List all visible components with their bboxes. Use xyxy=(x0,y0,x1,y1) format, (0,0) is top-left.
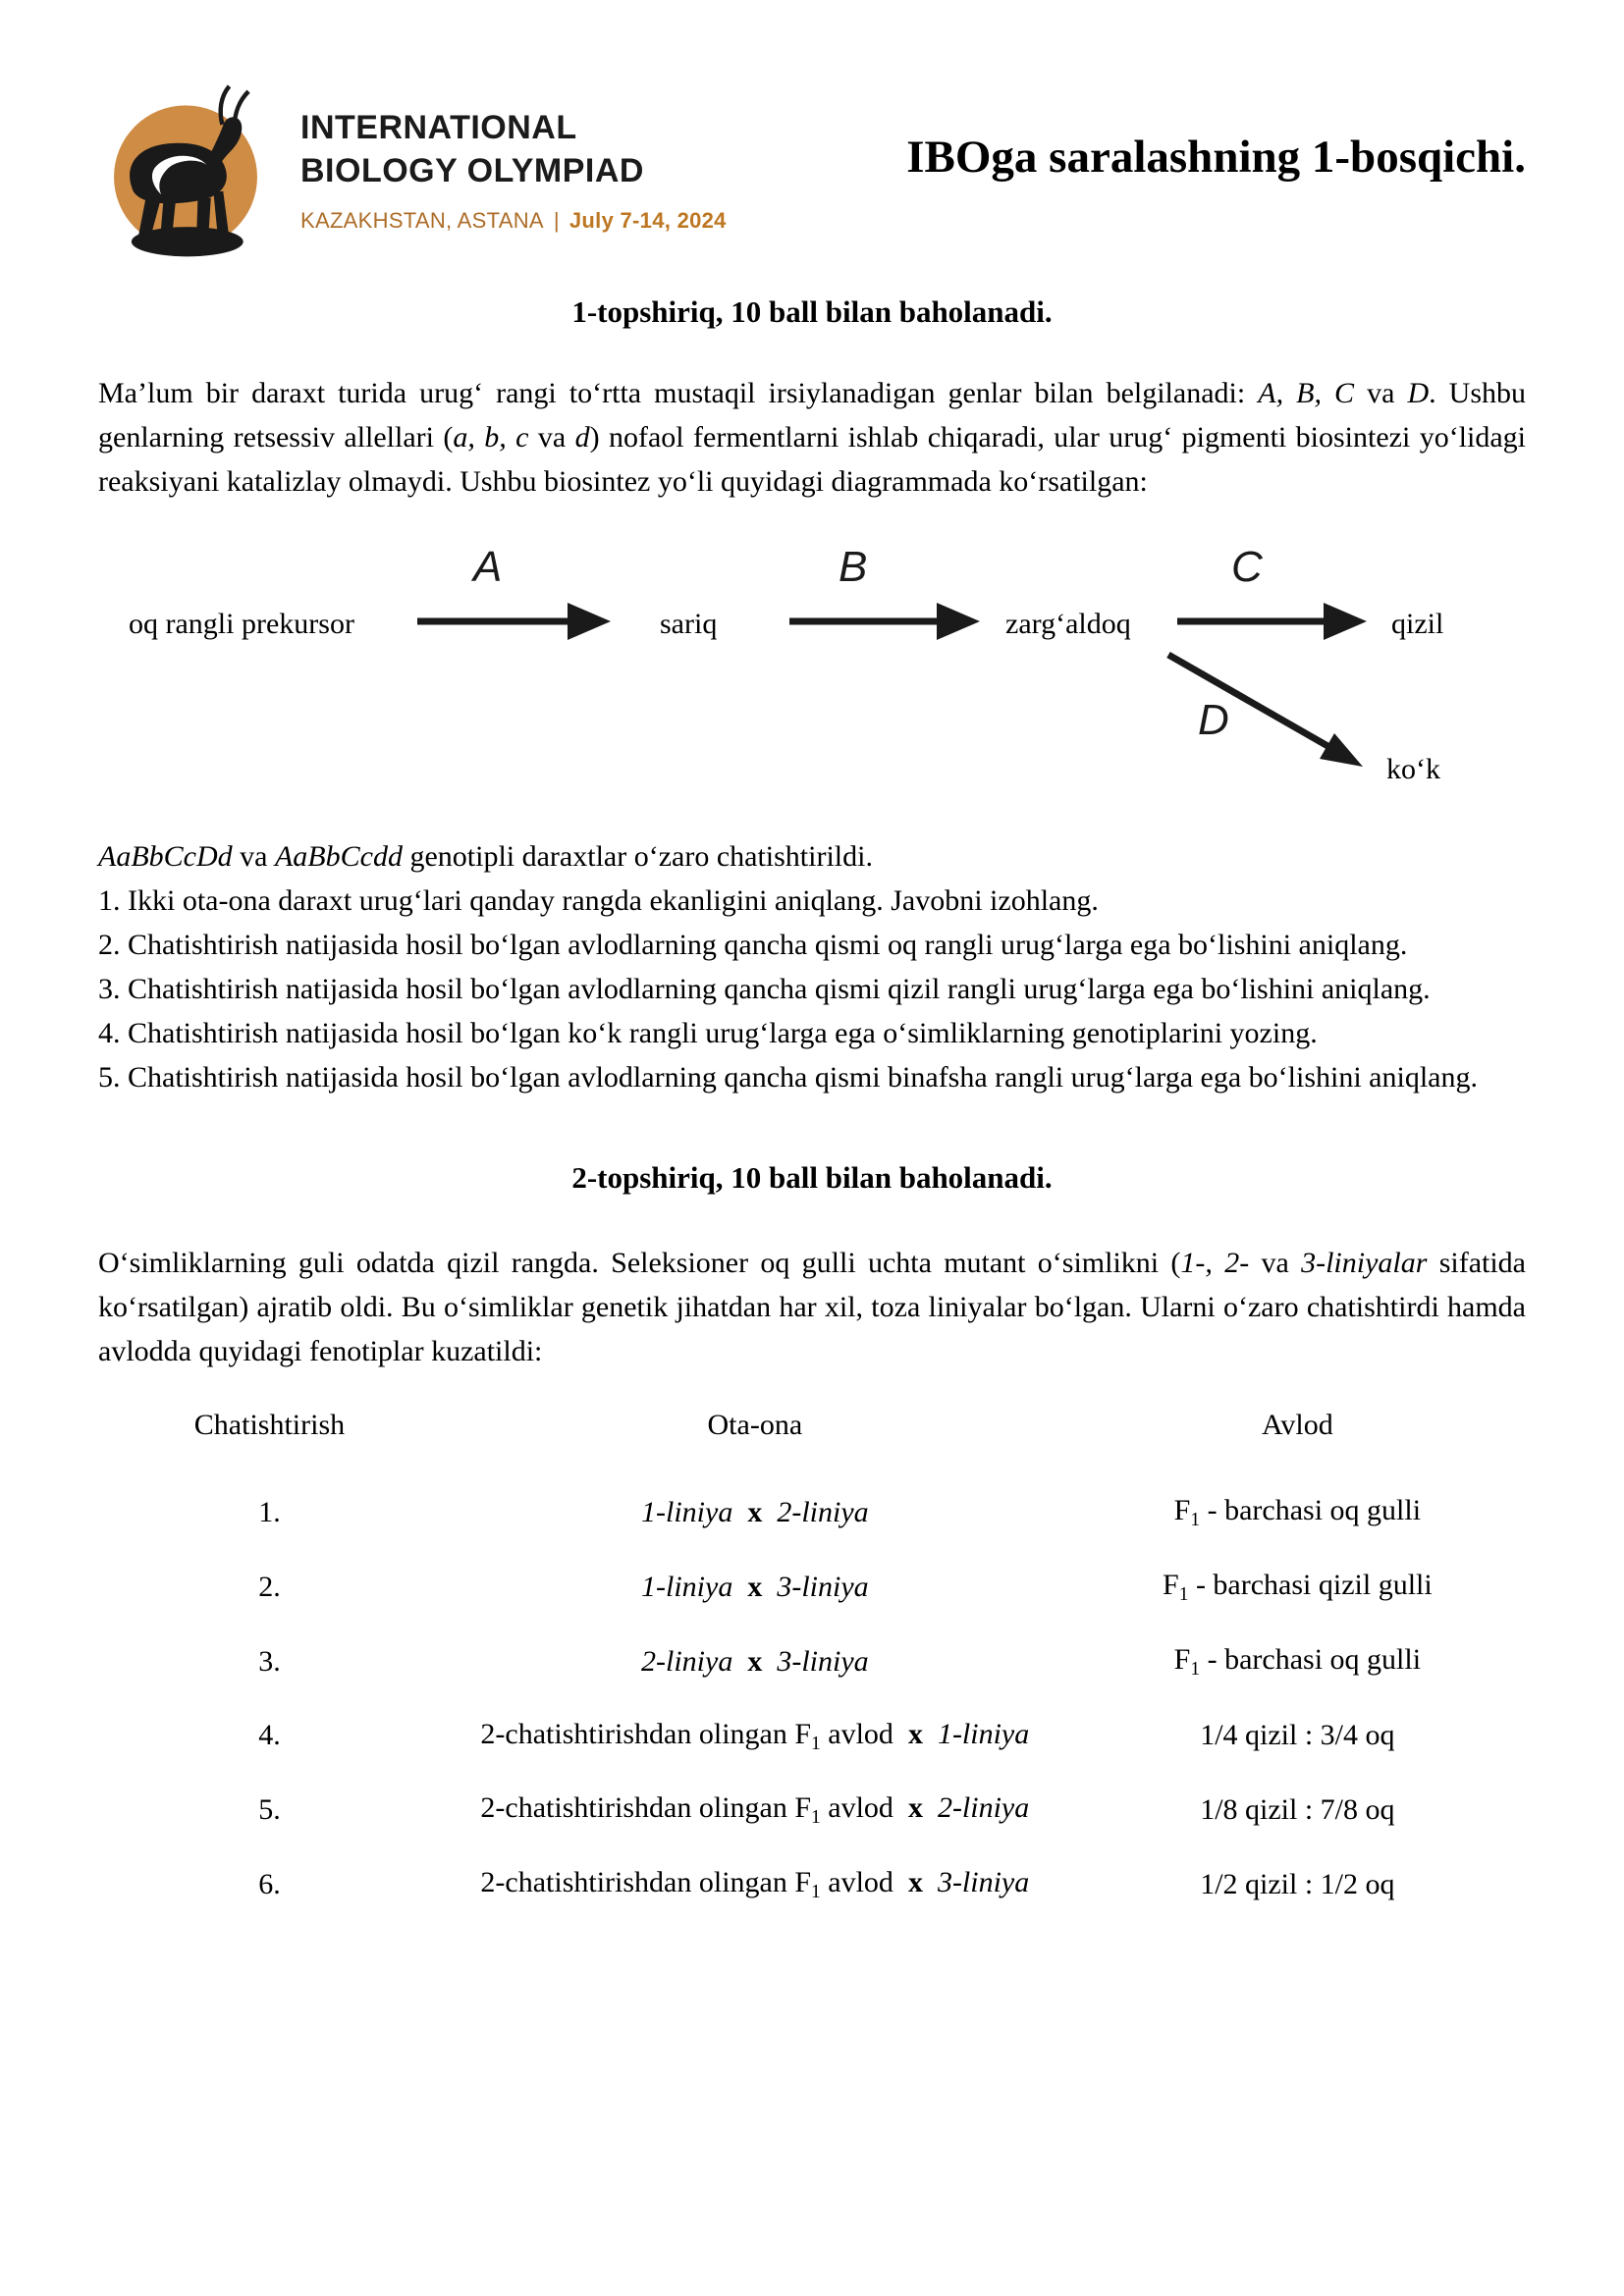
task2-intro-paragraph xyxy=(98,1241,1526,1373)
arrow-c-icon xyxy=(1177,603,1367,640)
diagram-arrows xyxy=(98,533,1526,813)
text-run: x xyxy=(907,1791,923,1825)
table-row xyxy=(98,1847,1526,1922)
event-location: KAZAKHSTAN, ASTANA xyxy=(300,208,544,233)
crosses-table xyxy=(98,1403,1526,1922)
text-run: 1 xyxy=(811,1807,821,1829)
diagram-node-orange: zarg‘aldoq xyxy=(1005,608,1131,640)
text-run: x xyxy=(907,1717,923,1750)
separator: | xyxy=(553,208,560,233)
diagram-enzyme-b: B xyxy=(839,543,868,591)
question-item-1: 1. Ikki ota-ona daraxt urug‘lari qanday rangda ekanligini aniqlang. Javobni izohlang. xyxy=(98,884,1099,917)
text-run: 1 xyxy=(1190,1658,1201,1680)
text-run: Ma’lum bir daraxt turida urug‘ rangi to‘rtta mustaqil irsiylanadigan genlar bilan belgilanadi: xyxy=(98,377,1259,409)
question-item-2: 2. Chatishtirish natijasida hosil bo‘lgan avlodlarning qancha qismi oq rangli urug‘larga ega bo‘lishini aniqlang. xyxy=(98,929,1408,961)
cross-number-cell: 3. xyxy=(258,1644,281,1678)
biosynthesis-diagram xyxy=(98,533,1526,813)
table-header-offspring: Avlod xyxy=(1261,1409,1333,1441)
text-run: avlod xyxy=(820,1717,893,1750)
table-row xyxy=(98,1625,1526,1699)
text-run: x xyxy=(747,1495,763,1528)
text-run: genotipli daraxtlar o‘zaro chatishtirildi. xyxy=(402,840,873,873)
diagram-enzyme-d: D xyxy=(1198,696,1229,744)
arrow-b-icon xyxy=(789,603,980,640)
text-run: 1 xyxy=(1190,1509,1201,1530)
text-run: sifatida ko‘rsatilgan) ajratib oldi. Bu o‘simliklar genetik jihatdan har xil, toza liniyalar bo‘lgan. Ularni o‘zaro chatishtirdi hamda avlodda quyidagi fenotiplar kuzatildi: xyxy=(98,1247,1526,1367)
offspring-cell xyxy=(1069,1625,1526,1699)
event-location-line xyxy=(300,208,727,234)
task1-intro-paragraph xyxy=(98,371,1526,504)
question-item-5: 5. Chatishtirish natijasida hosil bo‘lgan avlodlarning qancha qismi binafsha rangli urug‘larga ega bo‘lishini aniqlang. xyxy=(98,1061,1478,1094)
text-run: 1/4 qizil : 3/4 oq xyxy=(1200,1719,1395,1752)
text-run: 3-liniya xyxy=(777,1644,869,1678)
text-run: 1/2 qizil : 1/2 oq xyxy=(1200,1868,1395,1901)
offspring-cell xyxy=(1069,1773,1526,1847)
cross-description xyxy=(98,834,1526,879)
question-item-3: 3. Chatishtirish natijasida hosil bo‘lgan avlodlarning qancha qismi qizil rangli urug‘larga ega bo‘lishini aniqlang. xyxy=(98,973,1431,1005)
text-run: a, b, c xyxy=(453,421,529,454)
text-run: 2-liniya xyxy=(777,1495,869,1528)
text-run: va xyxy=(528,421,575,454)
text-run: F xyxy=(1163,1568,1179,1601)
offspring-cell xyxy=(1069,1699,1526,1774)
parents-cell xyxy=(441,1773,1069,1847)
document-header xyxy=(98,49,1526,265)
text-run: 2-liniya xyxy=(641,1644,733,1678)
parents-cell xyxy=(441,1550,1069,1625)
text-run: D xyxy=(1407,377,1430,409)
logo-text-block xyxy=(300,106,727,234)
offspring-cell xyxy=(1069,1475,1526,1550)
text-run: 3-liniya xyxy=(777,1570,869,1603)
text-run: AaBbCcDd xyxy=(98,840,233,873)
text-run: 3-liniya xyxy=(937,1866,1030,1899)
text-run xyxy=(762,1496,777,1528)
text-run: 1/8 qizil : 7/8 oq xyxy=(1200,1793,1395,1827)
text-run xyxy=(923,1791,938,1824)
text-run: - barchasi qizil gulli xyxy=(1188,1568,1433,1601)
task1-heading: 1-topshiriq, 10 ball bilan baholanadi. xyxy=(571,294,1053,329)
parents-cell xyxy=(441,1699,1069,1774)
offspring-cell xyxy=(1069,1550,1526,1625)
text-run: 2-chatishtirishdan olingan F xyxy=(480,1717,812,1750)
text-run: - barchasi oq gulli xyxy=(1200,1494,1422,1526)
cross-number-cell: 2. xyxy=(258,1570,281,1603)
table-header-parents: Ota-ona xyxy=(707,1409,803,1441)
text-run: d xyxy=(574,421,590,454)
text-run: 1-liniya xyxy=(937,1717,1030,1750)
table-row xyxy=(98,1773,1526,1847)
text-run xyxy=(762,1645,777,1678)
text-run: 1-liniya xyxy=(641,1570,733,1603)
text-run: F xyxy=(1173,1642,1191,1676)
text-run: avlod xyxy=(820,1791,893,1825)
table-header-cross-number: Chatishtirish xyxy=(193,1409,346,1441)
text-run: O‘simliklarning guli odatda qizil rangda. Seleksioner oq gulli uchta mutant o‘simlikni ( xyxy=(98,1247,1181,1279)
text-run xyxy=(732,1571,747,1603)
text-run: ) nofaol fermentlarni ishlab chiqaradi, ular urug‘ pigmenti biosintezi yo‘lidagi reaksiyani katalizlay olmaydi. Ushbu biosintez yo‘li quyidagi diagrammada ko‘rsatilgan: xyxy=(98,421,1527,498)
text-run: AaBbCcdd xyxy=(274,840,403,873)
parents-cell xyxy=(441,1475,1069,1550)
task2-heading: 2-topshiriq, 10 ball bilan baholanadi. xyxy=(571,1160,1053,1195)
diagram-enzyme-c: C xyxy=(1231,543,1263,591)
text-run xyxy=(732,1496,747,1528)
cross-number-cell: 4. xyxy=(258,1719,281,1752)
text-run: 1-, 2- xyxy=(1180,1247,1250,1279)
parents-cell xyxy=(441,1625,1069,1699)
document-title: IBOga saralashning 1-bosqichi. xyxy=(906,132,1526,183)
text-run: F xyxy=(1173,1494,1191,1526)
text-run xyxy=(893,1791,908,1824)
arrow-a-icon xyxy=(417,603,611,640)
table-header-row xyxy=(98,1403,1526,1475)
diagram-node-precursor: oq rangli prekursor xyxy=(129,608,354,640)
text-run: . Ushbu genlarning retsessiv allellari ( xyxy=(98,377,1526,454)
text-run: 1-liniya xyxy=(641,1495,733,1528)
saiga-antelope-icon xyxy=(98,79,273,265)
text-run: - barchasi oq gulli xyxy=(1200,1642,1422,1676)
text-run xyxy=(762,1571,777,1603)
text-run xyxy=(732,1645,747,1678)
table-row xyxy=(98,1550,1526,1625)
text-run: 3-liniyalar xyxy=(1301,1247,1428,1279)
text-run: 1 xyxy=(811,1882,821,1903)
org-name-line1: INTERNATIONAL xyxy=(300,109,577,146)
text-run: 2-chatishtirishdan olingan F xyxy=(480,1866,812,1899)
question-item-4: 4. Chatishtirish natijasida hosil bo‘lgan ko‘k rangli urug‘larga ega o‘simliklarning genotiplarini yozing. xyxy=(98,1017,1318,1049)
diagram-node-red: qizil xyxy=(1391,608,1444,640)
text-run: va xyxy=(232,840,275,873)
text-run: x xyxy=(747,1644,763,1678)
org-name-line2: BIOLOGY OLYMPIAD xyxy=(300,152,644,189)
event-dates: July 7-14, 2024 xyxy=(568,208,727,233)
diagram-enzyme-a: A xyxy=(473,543,503,591)
text-run: va xyxy=(1354,377,1408,409)
text-run: 1 xyxy=(1178,1583,1189,1605)
cross-number-cell: 5. xyxy=(258,1793,281,1827)
diagram-node-yellow: sariq xyxy=(660,608,718,640)
text-run: A, B, C xyxy=(1258,377,1355,409)
offspring-cell xyxy=(1069,1847,1526,1922)
text-run: 1 xyxy=(811,1733,821,1754)
text-run xyxy=(893,1718,908,1750)
text-run xyxy=(923,1866,938,1898)
parents-cell xyxy=(441,1847,1069,1922)
table-row xyxy=(98,1699,1526,1774)
table-row xyxy=(98,1475,1526,1550)
text-run: avlod xyxy=(820,1866,893,1899)
cross-number-cell: 6. xyxy=(258,1868,281,1901)
text-run xyxy=(923,1718,938,1750)
text-run: 2-liniya xyxy=(937,1791,1030,1825)
diagram-node-blue: ko‘k xyxy=(1386,753,1440,785)
cross-number-cell: 1. xyxy=(258,1495,281,1528)
text-run xyxy=(893,1866,908,1898)
text-run: x xyxy=(907,1866,923,1899)
text-run: x xyxy=(747,1570,763,1603)
text-run: va xyxy=(1249,1247,1302,1279)
text-run: 2-chatishtirishdan olingan F xyxy=(480,1791,812,1825)
task1-questions-block xyxy=(98,834,1526,1099)
